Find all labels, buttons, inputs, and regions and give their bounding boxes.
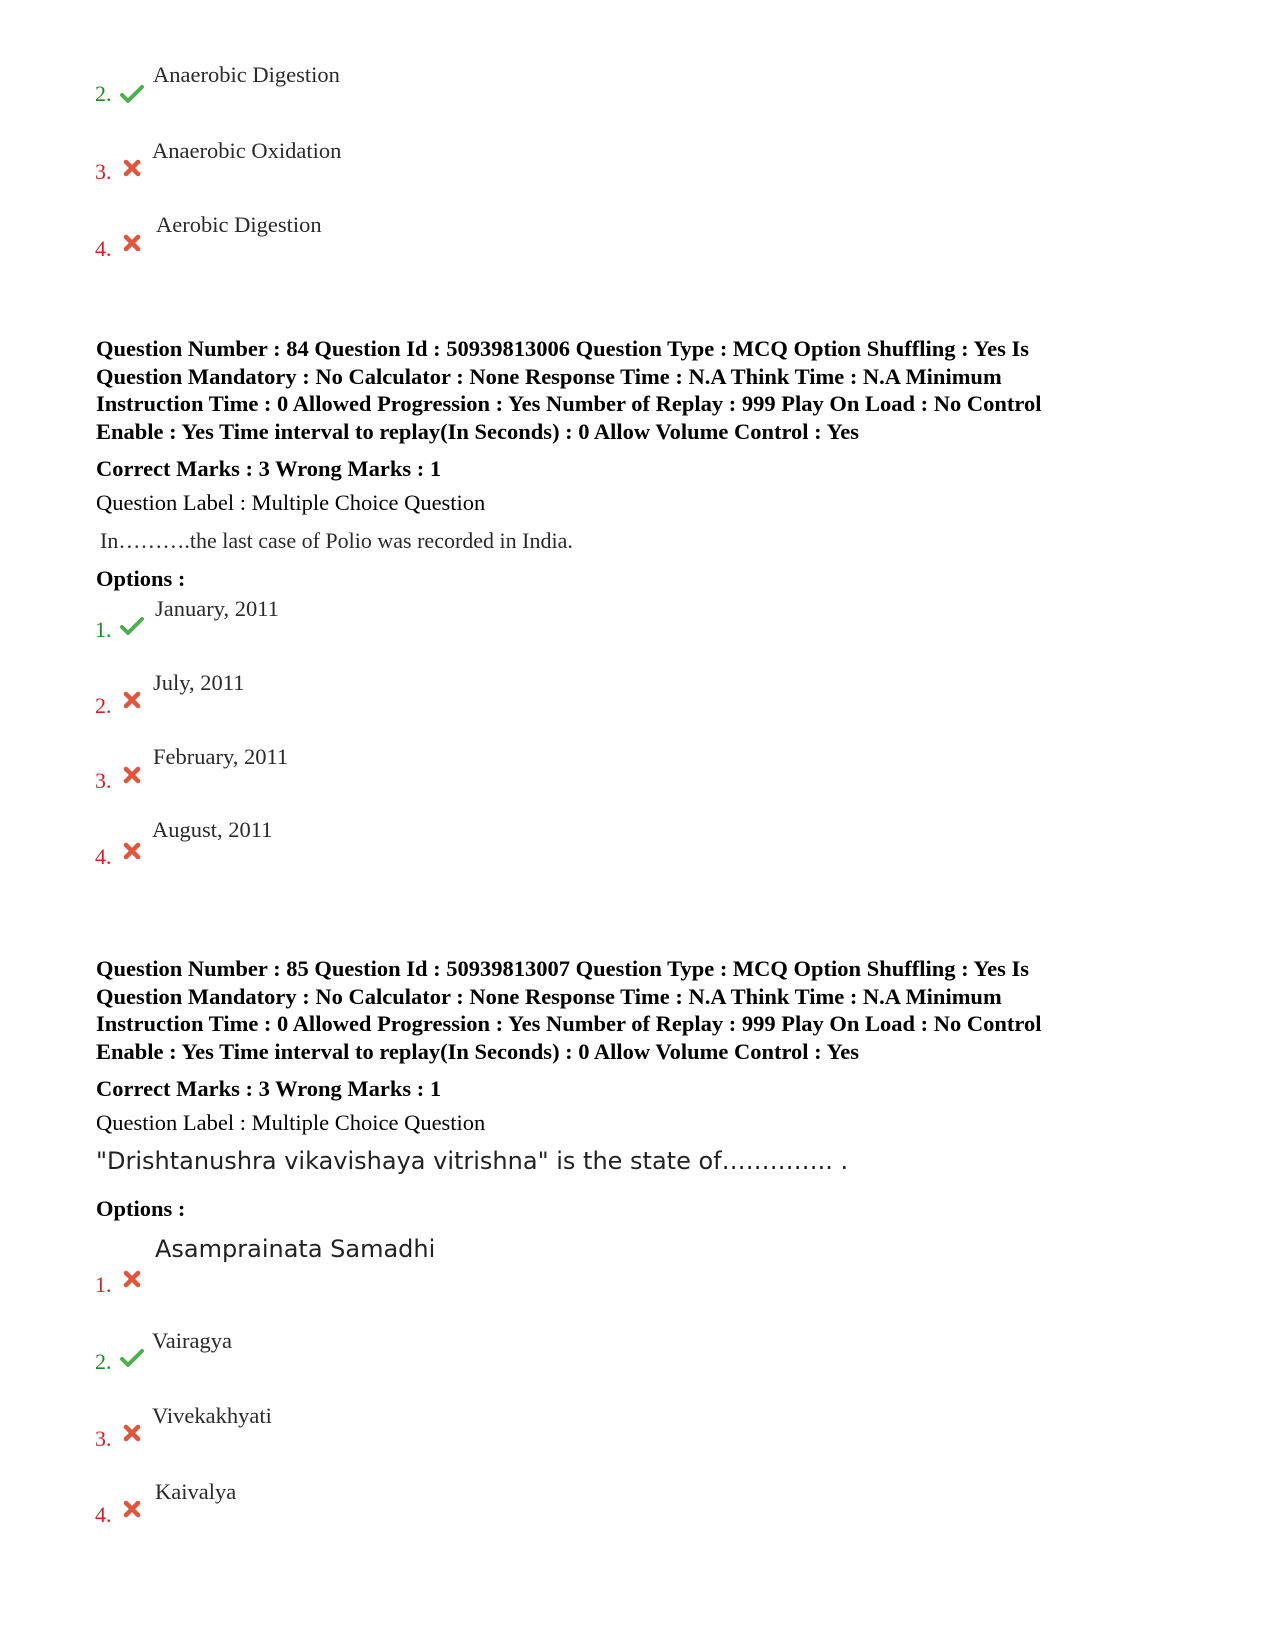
meta-line: Question Number : 85 Question Id : 50939813007 Question Type : MCQ Option Shuffling : Yes Is (96, 956, 1030, 981)
check-icon (120, 614, 144, 638)
option-text: Anaerobic Oxidation (152, 138, 342, 163)
meta-line: Question Mandatory : No Calculator : None Response Time : N.A Think Time : N.A Minimum (96, 983, 1002, 1009)
option-number: 1. (95, 617, 112, 642)
option-item (0, 138, 1275, 188)
option-item (0, 596, 1275, 646)
option-text: Aerobic Digestion (156, 212, 322, 237)
option-item (0, 1235, 1275, 1301)
cross-icon (120, 1421, 144, 1445)
question-85-options-heading: Options : (96, 1196, 186, 1221)
option-number: 4. (95, 236, 112, 261)
option-item (0, 1479, 1275, 1531)
option-number: 2. (95, 1349, 112, 1374)
question-85-marks: Correct Marks : 3 Wrong Marks : 1 (96, 1076, 442, 1101)
option-number: 3. (95, 159, 112, 184)
option-number: 2. (95, 693, 112, 718)
option-text: July, 2011 (153, 670, 245, 695)
option-item (0, 744, 1275, 797)
meta-line: Enable : Yes Time interval to replay(In Seconds) : 0 Allow Volume Control : Yes (96, 418, 859, 444)
question-84-marks: Correct Marks : 3 Wrong Marks : 1 (96, 456, 442, 481)
meta-line: Question Mandatory : No Calculator : None Response Time : N.A Think Time : N.A Minimum (96, 363, 1002, 389)
option-item (0, 1328, 1275, 1378)
option-text: Asamprainata Samadhi (155, 1235, 436, 1263)
meta-line: Instruction Time : 0 Allowed Progression : Yes Number of Replay : 999 Play On Load : No Control (96, 1011, 1042, 1036)
meta-line: Instruction Time : 0 Allowed Progression : Yes Number of Replay : 999 Play On Load : No Control (96, 391, 1042, 416)
cross-icon (120, 839, 144, 863)
option-number: 4. (95, 1502, 112, 1527)
question-84-meta (96, 335, 1206, 445)
option-number: 1. (95, 1272, 112, 1297)
option-item (0, 62, 1275, 110)
option-item (0, 670, 1275, 722)
cross-icon (120, 1497, 144, 1521)
question-84-text: In……….the last case of Polio was recorded in India. (100, 528, 573, 553)
option-item (0, 212, 1275, 265)
meta-line: Question Number : 84 Question Id : 50939813006 Question Type : MCQ Option Shuffling : Yes Is (96, 336, 1030, 361)
option-number: 3. (95, 768, 112, 793)
meta-line: Enable : Yes Time interval to replay(In Seconds) : 0 Allow Volume Control : Yes (96, 1038, 859, 1064)
option-text: Vivekakhyati (152, 1403, 272, 1428)
cross-icon (120, 156, 144, 180)
option-item (0, 817, 1275, 873)
option-text: Vairagya (152, 1328, 232, 1353)
option-text: August, 2011 (152, 817, 273, 842)
question-85-text: "Drishtanushra vikavishaya vitrishna" is the state of………….. . (96, 1147, 849, 1175)
check-icon (120, 82, 144, 106)
cross-icon (120, 1267, 144, 1291)
question-84-options-heading: Options : (96, 566, 186, 591)
option-text: January, 2011 (155, 596, 279, 621)
option-item (0, 1403, 1275, 1455)
question-85-meta (96, 955, 1206, 1065)
cross-icon (120, 231, 144, 255)
cross-icon (120, 688, 144, 712)
option-text: Kaivalya (155, 1479, 237, 1504)
option-number: 4. (95, 844, 112, 869)
option-number: 2. (95, 81, 112, 106)
option-number: 3. (95, 1426, 112, 1451)
option-text: Anaerobic Digestion (153, 62, 340, 87)
check-icon (120, 1346, 144, 1370)
option-text: February, 2011 (153, 744, 289, 769)
question-84-label: Question Label : Multiple Choice Question (96, 490, 486, 515)
cross-icon (120, 763, 144, 787)
question-85-label: Question Label : Multiple Choice Question (96, 1110, 486, 1135)
